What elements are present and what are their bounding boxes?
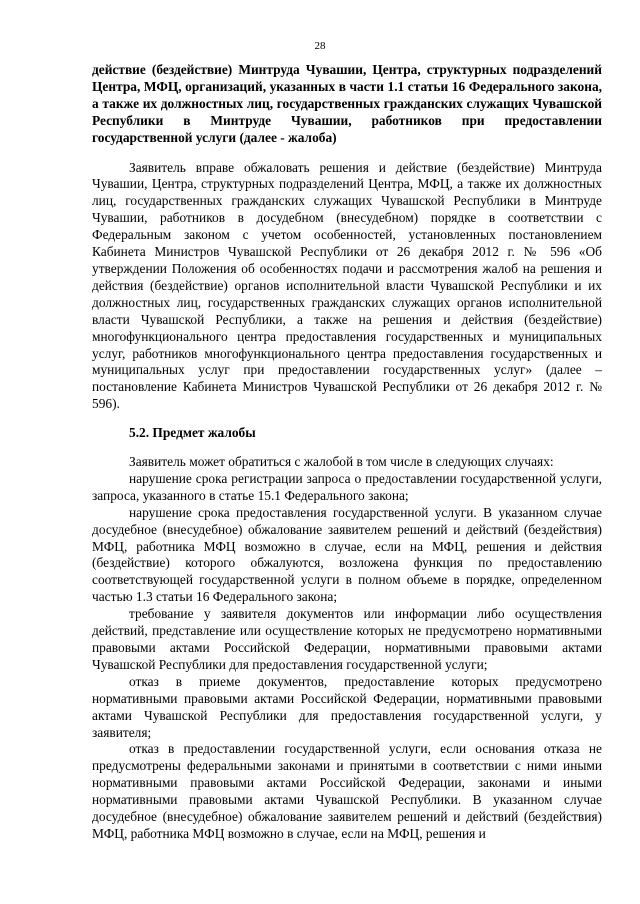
list-item: нарушение срока предоставления государственной услуги. В указанном случае досудебное (внесудебное) обжалование заявителем решений и действий (бездействия) МФЦ, работника МФЦ возможно в случае, если на МФЦ, решения и действия (бездействие) которого обжалуются, возложена функция по предоставлению соответствующей государственной услуги в полном объеме в порядке, определенном частью 1.3 статьи 16 Федерального закона;: [92, 504, 602, 605]
list-item: отказ в предоставлении государственной услуги, если основания отказа не предусмотрены федеральными законами и принятыми в соответствии с ними иными нормативными правовыми актами Российской Федерации, законами и иными нормативными правовыми актами Чувашской Республики. В указанном случае досудебное (внесудебное) обжалование заявителем решений и действий (бездействия) МФЦ, работника МФЦ возможно в случае, если на МФЦ, решения и: [92, 741, 602, 841]
spacer: [92, 147, 602, 160]
section-title: 5.2. Предмет жалобы: [129, 425, 256, 441]
page-number: 28: [314, 40, 326, 52]
heading-continuation: действие (бездействие) Минтруда Чувашии, Центра, структурных подразделений Центра, МФЦ, организаций, указанных в части 1.1 статьи 16 Федерального закона, а также их должностных лиц, государственных гражданских служащих Чувашской Республики в Минтруде Чувашии, работников при предоставлении государственной услуги (далее - жалоба): [92, 62, 602, 145]
list-item: требование у заявителя документов или информации либо осуществления действий, представление или осуществление которых не предусмотрено нормативными правовыми актами Российской Федерации, нормативными правовыми актами Чувашской Республики для предоставления государственной услуги;: [92, 606, 602, 672]
document-body: [92, 62, 602, 843]
list-item: отказ в приеме документов, предоставление которых предусмотрено нормативными правовыми актами Российской Федерации, нормативными правовыми актами Чувашской Республики для предоставления государственной услуги, у заявителя;: [92, 673, 602, 740]
section-lead: Заявитель может обратиться с жалобой в том числе в следующих случаях:: [129, 454, 554, 470]
spacer: [92, 442, 602, 454]
spacer: [92, 413, 602, 425]
intro-paragraph: Заявитель вправе обжаловать решения и действие (бездействие) Минтруда Чувашии, Центра, структурных подразделений Центра, МФЦ, а также их должностных лиц, государственных гражданских служащих Чувашской Республики в Минтруде Чувашии, работников в досудебном (внесудебном) порядке в соответствии с Федеральным законом с учетом особенностей, установленных постановлением Кабинета Министров Чувашской Республики от 26 декабря 2012 г. № 596 «Об утверждении Положения об особенностях подачи и рассмотрения жалоб на решения и действия (бездействие) органов исполнительной власти Чувашской Республики и их должностных лиц, государственных гражданских служащих органов исполнительной власти Чувашской Республики, а также на решения и действия (бездействие) многофункционального центра предоставления государственных и муниципальных услуг, работников многофункционального центра предоставления государственных и муниципальных услуг при предоставлении государственных услуг» (далее – постановление Кабинета Министров Чувашской Республики от 26 декабря 2012 г. № 596).: [92, 159, 602, 412]
list-item: нарушение срока регистрации запроса о предоставлении государственной услуги, запроса, указанного в статье 15.1 Федерального закона;: [92, 470, 602, 503]
